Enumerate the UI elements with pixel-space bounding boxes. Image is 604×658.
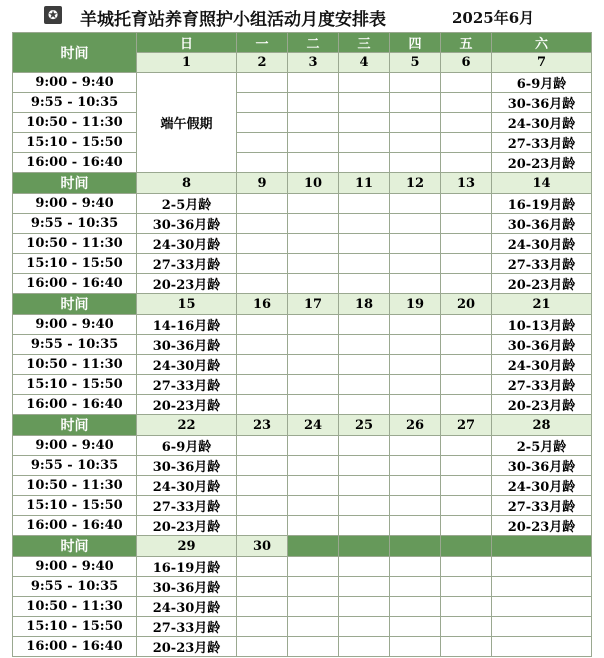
empty-cell	[288, 335, 339, 355]
date-row	[13, 173, 592, 194]
empty-cell	[390, 113, 441, 133]
date-cell: 8	[137, 173, 237, 194]
empty-cell	[288, 73, 339, 93]
table-row	[13, 214, 592, 234]
empty-cell	[441, 234, 492, 254]
date-cell: 25	[339, 415, 390, 436]
empty-cell	[441, 194, 492, 214]
empty-cell	[237, 355, 288, 375]
weekday-header: 三	[339, 33, 390, 53]
date-cell: 21	[492, 294, 592, 315]
empty-cell	[339, 315, 390, 335]
empty-cell	[339, 194, 390, 214]
table-row	[13, 637, 592, 657]
sunday-group-cell: 30-36月龄	[137, 214, 237, 234]
time-slot: 9:00 - 9:40	[13, 194, 137, 214]
empty-cell	[288, 637, 339, 657]
time-slot: 10:50 - 11:30	[13, 234, 137, 254]
saturday-group-cell: 20-23月龄	[492, 395, 592, 415]
empty-cell	[339, 254, 390, 274]
empty-cell	[339, 335, 390, 355]
date-cell: 6	[441, 53, 492, 73]
empty-cell	[237, 516, 288, 536]
time-slot: 10:50 - 11:30	[13, 355, 137, 375]
empty-cell	[237, 93, 288, 113]
table-row	[13, 577, 592, 597]
empty-cell	[441, 133, 492, 153]
empty-cell	[288, 93, 339, 113]
time-slot: 9:00 - 9:40	[13, 436, 137, 456]
sunday-group-cell: 27-33月龄	[137, 617, 237, 637]
time-slot: 9:55 - 10:35	[13, 335, 137, 355]
sunday-group-cell: 27-33月龄	[137, 496, 237, 516]
empty-cell	[441, 597, 492, 617]
empty-cell	[237, 315, 288, 335]
sunday-group-cell: 24-30月龄	[137, 597, 237, 617]
table-row	[13, 557, 592, 577]
empty-cell	[390, 476, 441, 496]
saturday-group-cell: 30-36月龄	[492, 214, 592, 234]
time-slot: 16:00 - 16:40	[13, 395, 137, 415]
sunday-group-cell: 6-9月龄	[137, 436, 237, 456]
empty-cell	[441, 73, 492, 93]
empty-cell	[237, 395, 288, 415]
empty-cell	[339, 153, 390, 173]
sunday-group-cell: 30-36月龄	[137, 335, 237, 355]
page-title: 羊城托育站养育照护小组活动月度安排表	[80, 10, 386, 30]
saturday-group-cell	[492, 597, 592, 617]
empty-cell	[339, 516, 390, 536]
time-slot: 9:55 - 10:35	[13, 93, 137, 113]
time-slot: 10:50 - 11:30	[13, 113, 137, 133]
empty-cell	[441, 557, 492, 577]
empty-cell	[441, 93, 492, 113]
empty-cell	[288, 254, 339, 274]
date-cell: 17	[288, 294, 339, 315]
empty-cell	[390, 597, 441, 617]
empty-cell	[441, 436, 492, 456]
empty-cell	[390, 355, 441, 375]
empty-cell	[441, 254, 492, 274]
sunday-group-cell: 27-33月龄	[137, 375, 237, 395]
empty-cell	[237, 274, 288, 294]
table-row	[13, 436, 592, 456]
table-row	[13, 234, 592, 254]
empty-cell	[288, 597, 339, 617]
saturday-group-cell: 27-33月龄	[492, 496, 592, 516]
date-cell: 15	[137, 294, 237, 315]
saturday-group-cell: 20-23月龄	[492, 153, 592, 173]
time-slot: 10:50 - 11:30	[13, 476, 137, 496]
empty-cell	[390, 496, 441, 516]
date-cell: 10	[288, 173, 339, 194]
empty-cell	[390, 577, 441, 597]
empty-cell	[390, 254, 441, 274]
empty-cell	[390, 516, 441, 536]
date-cell: 13	[441, 173, 492, 194]
empty-cell	[441, 516, 492, 536]
time-header: 时间	[13, 294, 137, 315]
empty-cell	[237, 234, 288, 254]
empty-cell	[390, 73, 441, 93]
empty-cell	[390, 153, 441, 173]
date-cell	[390, 536, 441, 557]
empty-cell	[390, 395, 441, 415]
empty-cell	[390, 133, 441, 153]
table-row	[13, 73, 592, 93]
sunday-group-cell: 20-23月龄	[137, 395, 237, 415]
saturday-group-cell: 24-30月龄	[492, 476, 592, 496]
empty-cell	[339, 355, 390, 375]
empty-cell	[390, 315, 441, 335]
saturday-group-cell	[492, 637, 592, 657]
time-slot: 15:10 - 15:50	[13, 496, 137, 516]
holiday-cell: 端午假期	[137, 73, 237, 173]
time-slot: 15:10 - 15:50	[13, 617, 137, 637]
table-row	[13, 254, 592, 274]
empty-cell	[339, 617, 390, 637]
table-row	[13, 194, 592, 214]
time-slot: 16:00 - 16:40	[13, 274, 137, 294]
sunday-group-cell: 24-30月龄	[137, 476, 237, 496]
date-cell: 9	[237, 173, 288, 194]
weekday-header: 一	[237, 33, 288, 53]
empty-cell	[288, 315, 339, 335]
table-row	[13, 335, 592, 355]
time-slot: 16:00 - 16:40	[13, 637, 137, 657]
empty-cell	[441, 496, 492, 516]
empty-cell	[288, 113, 339, 133]
time-slot: 9:55 - 10:35	[13, 577, 137, 597]
saturday-group-cell: 24-30月龄	[492, 355, 592, 375]
empty-cell	[390, 335, 441, 355]
time-slot: 15:10 - 15:50	[13, 254, 137, 274]
empty-cell	[288, 274, 339, 294]
time-slot: 15:10 - 15:50	[13, 375, 137, 395]
date-cell: 3	[288, 53, 339, 73]
empty-cell	[390, 214, 441, 234]
empty-cell	[237, 194, 288, 214]
empty-cell	[441, 456, 492, 476]
date-cell	[492, 536, 592, 557]
empty-cell	[441, 113, 492, 133]
empty-cell	[339, 214, 390, 234]
table-row	[13, 93, 592, 113]
empty-cell	[288, 395, 339, 415]
date-cell: 5	[390, 53, 441, 73]
date-cell: 29	[137, 536, 237, 557]
weekday-header: 五	[441, 33, 492, 53]
empty-cell	[237, 577, 288, 597]
sunday-group-cell: 2-5月龄	[137, 194, 237, 214]
table-row	[13, 617, 592, 637]
time-slot: 16:00 - 16:40	[13, 516, 137, 536]
empty-cell	[390, 274, 441, 294]
saturday-group-cell: 16-19月龄	[492, 194, 592, 214]
empty-cell	[339, 375, 390, 395]
empty-cell	[288, 557, 339, 577]
date-cell: 26	[390, 415, 441, 436]
saturday-group-cell: 30-36月龄	[492, 93, 592, 113]
saturday-group-cell: 30-36月龄	[492, 456, 592, 476]
empty-cell	[339, 133, 390, 153]
date-cell: 11	[339, 173, 390, 194]
empty-cell	[288, 194, 339, 214]
date-row	[13, 536, 592, 557]
empty-cell	[390, 194, 441, 214]
saturday-group-cell: 20-23月龄	[492, 516, 592, 536]
schedule-table	[12, 32, 592, 657]
empty-cell	[288, 133, 339, 153]
table-row	[13, 597, 592, 617]
empty-cell	[441, 214, 492, 234]
empty-cell	[339, 395, 390, 415]
empty-cell	[288, 456, 339, 476]
empty-cell	[390, 617, 441, 637]
empty-cell	[288, 375, 339, 395]
empty-cell	[441, 274, 492, 294]
date-cell: 16	[237, 294, 288, 315]
time-slot: 9:00 - 9:40	[13, 315, 137, 335]
table-row	[13, 274, 592, 294]
empty-cell	[390, 637, 441, 657]
sunday-group-cell: 20-23月龄	[137, 516, 237, 536]
date-cell: 23	[237, 415, 288, 436]
table-row	[13, 496, 592, 516]
empty-cell	[441, 637, 492, 657]
empty-cell	[390, 93, 441, 113]
title-bar	[0, 0, 604, 30]
empty-cell	[237, 113, 288, 133]
empty-cell	[237, 597, 288, 617]
date-cell: 20	[441, 294, 492, 315]
date-cell: 1	[137, 53, 237, 73]
saturday-group-cell: 20-23月龄	[492, 274, 592, 294]
empty-cell	[441, 375, 492, 395]
empty-cell	[441, 315, 492, 335]
empty-cell	[441, 153, 492, 173]
empty-cell	[339, 496, 390, 516]
saturday-group-cell: 24-30月龄	[492, 234, 592, 254]
sunday-group-cell: 30-36月龄	[137, 456, 237, 476]
empty-cell	[288, 153, 339, 173]
sunday-group-cell: 24-30月龄	[137, 234, 237, 254]
empty-cell	[339, 274, 390, 294]
date-cell: 30	[237, 536, 288, 557]
table-row	[13, 133, 592, 153]
sunday-group-cell: 27-33月龄	[137, 254, 237, 274]
table-row	[13, 395, 592, 415]
sunday-group-cell: 30-36月龄	[137, 577, 237, 597]
empty-cell	[288, 577, 339, 597]
date-cell: 28	[492, 415, 592, 436]
empty-cell	[339, 637, 390, 657]
empty-cell	[288, 476, 339, 496]
empty-cell	[339, 557, 390, 577]
saturday-group-cell	[492, 557, 592, 577]
empty-cell	[288, 617, 339, 637]
table-row	[13, 516, 592, 536]
date-cell	[339, 536, 390, 557]
date-cell: 7	[492, 53, 592, 73]
empty-cell	[237, 254, 288, 274]
empty-cell	[441, 476, 492, 496]
empty-cell	[339, 577, 390, 597]
empty-cell	[237, 153, 288, 173]
table-row	[13, 375, 592, 395]
weekday-header: 二	[288, 33, 339, 53]
empty-cell	[237, 214, 288, 234]
sunday-group-cell: 14-16月龄	[137, 315, 237, 335]
time-slot: 9:55 - 10:35	[13, 456, 137, 476]
empty-cell	[237, 496, 288, 516]
sunday-group-cell: 16-19月龄	[137, 557, 237, 577]
empty-cell	[339, 597, 390, 617]
date-cell: 4	[339, 53, 390, 73]
saturday-group-cell	[492, 577, 592, 597]
date-cell	[441, 536, 492, 557]
date-cell: 2	[237, 53, 288, 73]
date-row	[13, 294, 592, 315]
time-header: 时间	[13, 173, 137, 194]
empty-cell	[237, 73, 288, 93]
empty-cell	[288, 516, 339, 536]
empty-cell	[288, 355, 339, 375]
sunday-group-cell: 24-30月龄	[137, 355, 237, 375]
empty-cell	[339, 234, 390, 254]
empty-cell	[237, 436, 288, 456]
empty-cell	[441, 355, 492, 375]
weekday-header: 六	[492, 33, 592, 53]
saturday-group-cell: 6-9月龄	[492, 73, 592, 93]
table-row	[13, 315, 592, 335]
table-row	[13, 476, 592, 496]
date-cell: 14	[492, 173, 592, 194]
table-row	[13, 153, 592, 173]
empty-cell	[339, 73, 390, 93]
saturday-group-cell: 2-5月龄	[492, 436, 592, 456]
empty-cell	[339, 436, 390, 456]
table-row	[13, 456, 592, 476]
date-cell: 18	[339, 294, 390, 315]
saturday-group-cell: 27-33月龄	[492, 254, 592, 274]
empty-cell	[390, 436, 441, 456]
empty-cell	[339, 456, 390, 476]
empty-cell	[339, 113, 390, 133]
empty-cell	[288, 214, 339, 234]
empty-cell	[237, 557, 288, 577]
empty-cell	[390, 375, 441, 395]
empty-cell	[339, 93, 390, 113]
empty-cell	[441, 335, 492, 355]
saturday-group-cell: 27-33月龄	[492, 375, 592, 395]
time-header: 时间	[13, 415, 137, 436]
saturday-group-cell: 27-33月龄	[492, 133, 592, 153]
weekday-header: 四	[390, 33, 441, 53]
empty-cell	[237, 617, 288, 637]
weekday-header-row	[13, 33, 592, 53]
sunday-group-cell: 20-23月龄	[137, 274, 237, 294]
empty-cell	[237, 133, 288, 153]
time-slot: 10:50 - 11:30	[13, 597, 137, 617]
empty-cell	[390, 557, 441, 577]
table-row	[13, 113, 592, 133]
saturday-group-cell: 24-30月龄	[492, 113, 592, 133]
date-cell	[288, 536, 339, 557]
saturday-group-cell: 10-13月龄	[492, 315, 592, 335]
time-header: 时间	[13, 33, 137, 73]
saturday-group-cell	[492, 617, 592, 637]
date-cell: 24	[288, 415, 339, 436]
empty-cell	[390, 234, 441, 254]
date-cell: 27	[441, 415, 492, 436]
empty-cell	[237, 335, 288, 355]
date-row	[13, 415, 592, 436]
month-label: 2025年6月	[452, 9, 535, 27]
empty-cell	[237, 375, 288, 395]
empty-cell	[288, 234, 339, 254]
empty-cell	[237, 637, 288, 657]
star-square-icon: ✪	[44, 6, 62, 24]
weekday-header: 日	[137, 33, 237, 53]
saturday-group-cell: 30-36月龄	[492, 335, 592, 355]
sunday-group-cell: 20-23月龄	[137, 637, 237, 657]
date-cell: 19	[390, 294, 441, 315]
time-slot: 9:00 - 9:40	[13, 73, 137, 93]
empty-cell	[288, 436, 339, 456]
date-cell: 12	[390, 173, 441, 194]
time-slot: 9:00 - 9:40	[13, 557, 137, 577]
time-slot: 9:55 - 10:35	[13, 214, 137, 234]
table-row	[13, 355, 592, 375]
empty-cell	[441, 395, 492, 415]
time-header: 时间	[13, 536, 137, 557]
empty-cell	[339, 476, 390, 496]
empty-cell	[288, 496, 339, 516]
time-slot: 15:10 - 15:50	[13, 133, 137, 153]
date-cell: 22	[137, 415, 237, 436]
empty-cell	[237, 456, 288, 476]
empty-cell	[390, 456, 441, 476]
time-slot: 16:00 - 16:40	[13, 153, 137, 173]
empty-cell	[441, 617, 492, 637]
empty-cell	[237, 476, 288, 496]
empty-cell	[441, 577, 492, 597]
